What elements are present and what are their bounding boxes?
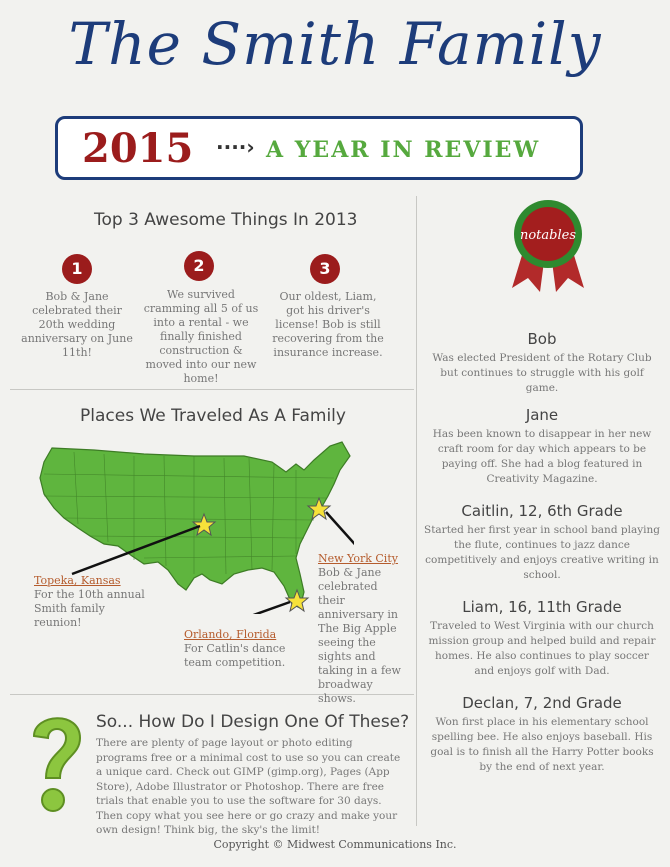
person-name: Declan, 7, 2nd Grade: [462, 694, 622, 712]
person-desc: Started her first year in school band playing the flute, continues to jazz dance competitively and enjoys creative writing in school.: [424, 524, 660, 581]
place-desc: For Catlin's dance team competition.: [184, 642, 286, 669]
top3-item-text: We survived cramming all 5 of us into a rental - we finally finished construction & moved into our new home!: [143, 288, 259, 385]
place-desc: For the 10th annual Smith family reunion!: [34, 588, 145, 629]
notable-declan: [424, 694, 660, 775]
person-name: Liam, 16, 11th Grade: [462, 598, 622, 616]
item-number-badge: 2: [184, 251, 214, 281]
section-divider: [10, 389, 414, 390]
place-name: Orlando, Florida: [184, 628, 277, 641]
person-name: Bob: [527, 330, 557, 348]
top3-item-text: Bob & Jane celebrated their 20th wedding anniversary on June 11th!: [21, 290, 133, 359]
design-title: So... How Do I Design One Of These?: [96, 712, 410, 732]
person-desc: Won first place in his elementary school spelling bee. He also enjoys baseball. His goal is to finish all the Harry Potter books by the end of next year.: [430, 716, 654, 773]
top3-title: Top 3 Awesome Things In 2013: [94, 210, 358, 230]
year-banner: [55, 116, 583, 180]
place-topeka: [34, 574, 146, 630]
notable-caitlin: [424, 502, 660, 583]
notable-liam: [424, 598, 660, 679]
page-title: The Smith Family: [68, 10, 602, 78]
item-number-badge: 1: [62, 254, 92, 284]
copyright: Copyright © Midwest Communications Inc.: [213, 838, 457, 851]
design-text: There are plenty of page layout or photo editing programs free or a minimal cost to use so you can create a unique card. Check out GIMP (gimp.org), Pages (App Store), Adobe Illustrator or Photoshop. There are free trials that enable you to use the software for 30 days. Then copy what you see here or go crazy and make your own design! Think big, the sky's the limit!: [96, 737, 401, 836]
person-desc: Was elected President of the Rotary Club but continues to struggle with his golf game.: [432, 352, 652, 394]
ribbon-label: notables: [519, 228, 577, 243]
dotted-arrow-icon: ····›: [216, 135, 255, 159]
person-desc: Has been known to disappear in her new craft room for day which appears to be paying off. She had a blog featured in Creativity Magazine.: [432, 428, 652, 485]
place-desc: Bob & Jane celebrated their anniversary in The Big Apple seeing the sights and taking in a few broadway shows.: [318, 566, 401, 705]
place-nyc: [318, 552, 404, 706]
travel-title: Places We Traveled As A Family: [80, 406, 346, 426]
place-name: Topeka, Kansas: [34, 574, 121, 587]
banner-subtitle: A YEAR IN REVIEW: [266, 137, 541, 163]
person-name: Jane: [525, 406, 559, 424]
top3-item-text: Our oldest, Liam, got his driver's license! Bob is still recovering from the insurance increase.: [272, 290, 384, 359]
notable-bob: [424, 330, 660, 396]
notable-jane: [424, 406, 660, 487]
place-orlando: [184, 628, 296, 670]
person-name: Caitlin, 12, 6th Grade: [461, 502, 623, 520]
item-number-badge: 3: [310, 254, 340, 284]
person-desc: Traveled to West Virginia with our church mission group and helped build and repair homes. He also continues to play soccer and enjoys golf with Dad.: [428, 620, 656, 677]
ribbon-badge-icon: [498, 196, 598, 292]
banner-year: 2015: [82, 125, 194, 172]
question-mark-icon: [24, 706, 90, 822]
place-name: New York City: [318, 552, 398, 565]
column-divider: [416, 196, 417, 826]
